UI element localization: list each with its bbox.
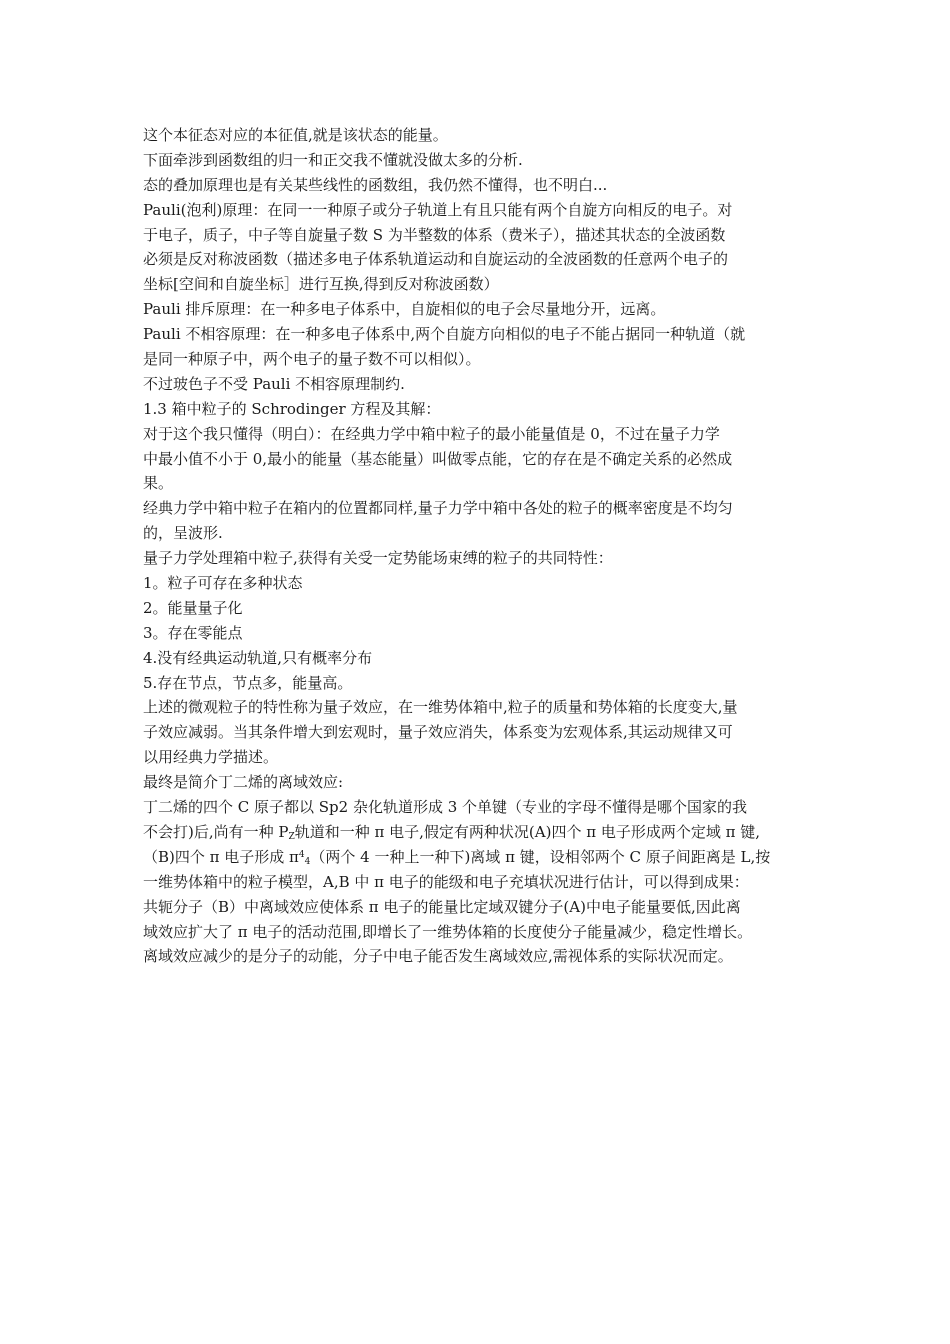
text-line: 以用经典力学描述。 — [143, 748, 279, 767]
text-line: 是同一种原子中，两个电子的量子数不可以相似）。 — [143, 350, 481, 369]
text-line: 必须是反对称波函数（描述多电子体系轨道运动和自旋运动的全波函数的任意两个电子的 — [143, 250, 729, 269]
text-line: 3。存在零能点 — [143, 623, 243, 642]
text-line: 下面牵涉到函数组的归一和正交我不懂就没做太多的分析. — [143, 150, 523, 169]
text-line: Pauli 不相容原理：在一种多电子体系中,两个自旋方向相似的电子不能占据同一种轨道（就 — [143, 325, 746, 344]
text-line: 共轭分子（B）中离域效应使体系 π 电子的能量比定域双键分子(A)中电子能量要低,因此离 — [143, 897, 741, 916]
text-line: 5.存在节点，节点多，能量高。 — [143, 673, 353, 692]
text-line: Pauli(泡利)原理：在同一一种原子或分子轨道上有且只能有两个自旋方向相反的电子。对 — [143, 200, 733, 219]
text-line: 1.3 箱中粒子的 Schrodinger 方程及其解： — [143, 399, 441, 418]
text-line: Pauli 排斥原理：在一种多电子体系中，自旋相似的电子会尽量地分开，远离。 — [143, 300, 666, 319]
text-line: 最终是简介丁二烯的离域效应: — [143, 773, 344, 792]
text-line: 不过玻色子不受 Pauli 不相容原理制约. — [143, 374, 405, 393]
text-line: 态的叠加原理也是有关某些线性的函数组，我仍然不懂得，也不明白... — [143, 175, 608, 194]
text-line: 离域效应减少的是分子的动能，分子中电子能否发生离域效应,需视体系的实际状况而定。 — [143, 947, 733, 966]
text-line: 上述的微观粒子的特性称为量子效应，在一维势体箱中,粒子的质量和势体箱的长度变大,量 — [143, 698, 738, 717]
text-line: 经典力学中箱中粒子在箱内的位置都同样,量子力学中箱中各处的粒子的概率密度是不均匀 — [143, 499, 733, 518]
text-line: 1。粒子可存在多种状态 — [143, 574, 303, 593]
text-line: 2。能量量子化 — [143, 598, 243, 617]
text-line-pi: （B)四个 π 电子形成 $\pi^4_4$（两个 4 一种上一种下)离域 π 键，设相邻两个 C 原子间距离是 L,按 — [143, 847, 771, 867]
text-line: 对于这个我只懂得（明白）：在经典力学中箱中粒子的最小能量值是 0，不过在量子力学 — [143, 424, 720, 443]
text-line: 域效应扩大了 π 电子的活动范围,即增长了一维势体箱的长度使分子能量减少，稳定性增长。 — [143, 922, 753, 941]
text-line: 丁二烯的四个 C 原子都以 Sp2 杂化轨道形成 3 个单键（专业的字母不懂得是哪个国家的我 — [143, 798, 748, 817]
text-line: 于电子，质子，中子等自旋量子数 S 为半整数的体系（费米子），描述其状态的全波函数 — [143, 225, 726, 244]
text-line: 坐标[空间和自旋坐标］进行互换,得到反对称波函数） — [143, 275, 499, 294]
text-line: 中最小值不小于 0,最小的能量（基态能量）叫做零点能，它的存在是不确定关系的必然成 — [143, 449, 733, 468]
text-line: 果。 — [143, 474, 174, 493]
text-line: 4.没有经典运动轨道,只有概率分布 — [143, 648, 373, 667]
text-line: 子效应减弱。当其条件增大到宏观时，量子效应消失，体系变为宏观体系,其运动规律又可 — [143, 723, 733, 742]
text-line: 这个本征态对应的本征值,就是该状态的能量。 — [143, 126, 448, 144]
text-line: 量子力学处理箱中粒子,获得有关受一定势能场束缚的粒子的共同特性： — [143, 549, 613, 568]
document-body — [143, 123, 833, 969]
text-line: 一维势体箱中的粒子模型，A,B 中 π 电子的能级和电子充填状况进行估计，可以得到成果： — [143, 872, 749, 891]
text-line-pz: 不会打)后,尚有一种 $P_Z$轨道和一种 π 电子,假定有两种状况(A)四个 π 电子形成两个定域 π 键, — [143, 822, 761, 842]
text-line: 的，呈波形. — [143, 524, 223, 543]
